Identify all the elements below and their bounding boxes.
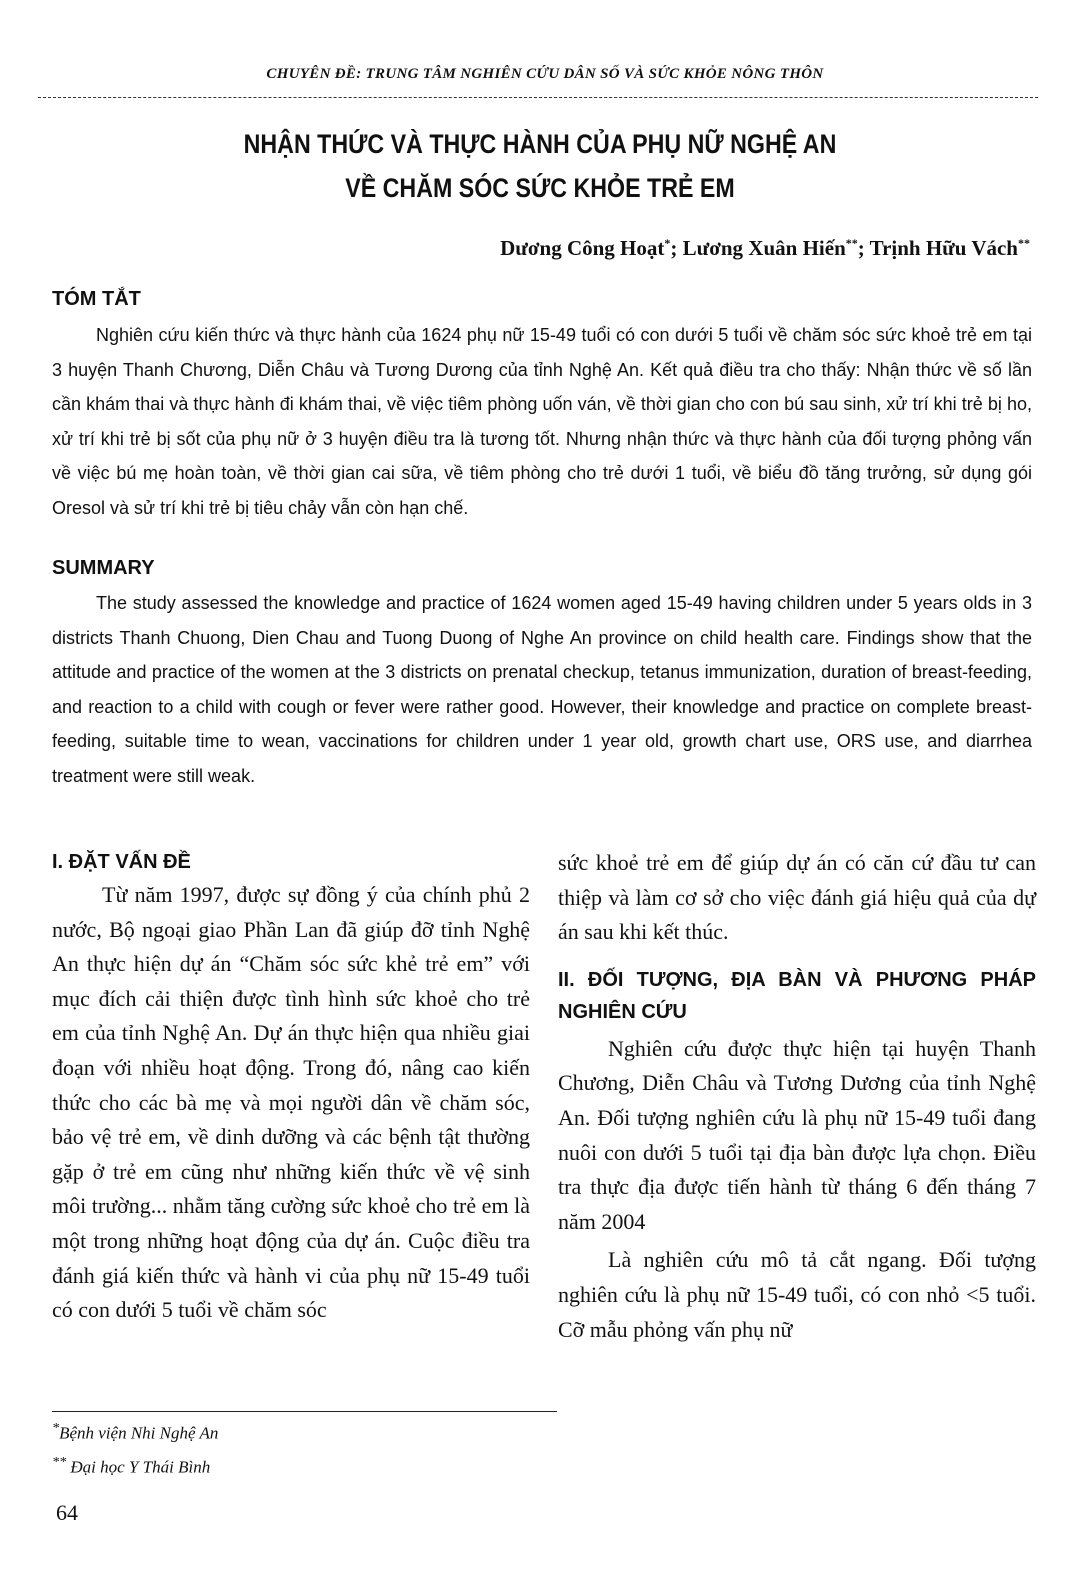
- article-title: [205, 122, 876, 210]
- abstract-vi-heading: TÓM TẮT: [52, 288, 141, 310]
- page-number: 64: [56, 1500, 78, 1525]
- section-1-paragraph: Từ năm 1997, được sự đồng ý của chính phủ 2 nước, Bộ ngoại giao Phần Lan đã giúp đỡ tỉnh Nghệ An thực hiện dự án “Chăm sóc sức khẻ trẻ em” với mục đích cải thiện được tình hình sức khoẻ cho trẻ em của tỉnh Nghệ An. Dự án thực hiện qua nhiều giai đoạn với nhiều hoạt động. Trong đó, nâng cao kiến thức cho các bà mẹ và mọi người dân về chăm sóc, bảo vệ trẻ em, về dinh dưỡng và các bệnh tật thường gặp ở trẻ em cũng như những kiến thức về vệ sinh môi trường... nhằm tăng cường sức khoẻ cho trẻ em là một trong những hoạt động của dự án. Cuộc điều tra đánh giá kiến thức và hành vi của phụ nữ 15-49 tuổi có con dưới 5 tuổi về chăm sóc: [52, 882, 530, 1323]
- author-name: Dương Công Hoạt: [500, 236, 665, 260]
- author-list: [500, 236, 1030, 261]
- footnotes: [52, 1414, 218, 1481]
- footnote-text: Bệnh viện Nhi Nghệ An: [59, 1423, 219, 1443]
- section-2-paragraph-1: Nghiên cứu được thực hiện tại huyện Thanh Chương, Diễn Châu và Tương Dương của tỉnh Nghệ An. Đối tượng nghiên cứu là phụ nữ 15-49 tuổi đang nuôi con dưới 5 tuổi tại địa bàn được lựa chọn. Điều tra thực địa được tiến hành từ tháng 6 đến tháng 7 năm 2004: [558, 1035, 1036, 1234]
- author-name: Trịnh Hữu Vách: [869, 236, 1018, 260]
- footnote-divider: [52, 1411, 557, 1412]
- section-2-heading: II. ĐỐI TƯỢNG, ĐỊA BÀN VÀ PHƯƠNG PHÁP NGHIÊN CỨU: [558, 968, 1036, 1023]
- author-affiliation-mark: **: [845, 236, 858, 250]
- section-1-heading: I. ĐẶT VẤN ĐỀ: [52, 851, 191, 873]
- footnote-mark: **: [52, 1453, 67, 1470]
- footnote: [52, 1448, 218, 1482]
- footnote: [52, 1414, 218, 1448]
- running-head: CHUYÊN ĐỀ: TRUNG TÂM NGHIÊN CỨU DÂN SỐ VÀ SỨC KHỎE NÔNG THÔN: [266, 66, 824, 82]
- footnote-text: Đại học Y Thái Bình: [66, 1457, 211, 1477]
- abstract-en-heading: SUMMARY: [52, 557, 155, 579]
- author-affiliation-mark: *: [664, 236, 671, 250]
- author-affiliation-mark: **: [1018, 236, 1030, 250]
- title-line-2: VỀ CHĂM SÓC SỨC KHỎE TRẺ EM: [345, 173, 735, 203]
- abstract-vi-text: Nghiên cứu kiến thức và thực hành của 1624 phụ nữ 15-49 tuổi có con dưới 5 tuổi về chăm sóc sức khoẻ trẻ em tại 3 huyện Thanh Chương, Diễn Châu và Tương Dương của tỉnh Nghệ An. Kết quả điều tra cho thấy: Nhận thức về số lần cần khám thai và thực hành đi khám thai, về việc tiêm phòng uốn ván, về thời gian cho con bú sau sinh, xử trí khi trẻ bị ho, xử trí khi trẻ bị sốt của phụ nữ ở 3 huyện điều tra là tương tốt. Nhưng nhận thức và thực hành của đối tượng phỏng vấn về việc bú mẹ hoàn toàn, về thời gian cai sữa, về tiêm phòng cho trẻ dưới 1 tuổi, về biểu đồ tăng trưởng, sử dụng gói Oresol và sử trí khi trẻ bị tiêu chảy vẫn còn hạn chế.: [52, 325, 1032, 518]
- title-line-1: NHẬN THỨC VÀ THỰC HÀNH CỦA PHỤ NỮ NGHỆ AN: [243, 129, 837, 159]
- right-column: [558, 846, 1036, 1347]
- left-column: [52, 846, 530, 1328]
- section-1-continuation: sức khoẻ trẻ em để giúp dự án có căn cứ đầu tư can thiệp và làm cơ sở cho việc đánh giá hiệu quả của dự án sau khi kết thúc.: [558, 850, 1036, 945]
- header-divider: [38, 97, 1038, 98]
- abstract-en-text: The study assessed the knowledge and practice of 1624 women aged 15-49 having children under 5 years olds in 3 districts Thanh Chuong, Dien Chau and Tuong Duong of Nghe An province on child health care. Findings show that the attitude and practice of the women at the 3 districts on prenatal checkup, tetanus immunization, duration of breast-feeding, and reaction to a child with cough or fever were rather good. However, their knowledge and practice on complete breast-feeding, suitable time to wean, vaccinations for children under 1 year old, growth chart use, ORS use, and diarrhea treatment were still weak.: [52, 593, 1032, 786]
- author-separator: ;: [857, 236, 870, 260]
- footnote-mark: *: [52, 1420, 60, 1436]
- author-separator: ;: [670, 236, 683, 260]
- author-name: Lương Xuân Hiến: [682, 236, 846, 260]
- section-2-paragraph-2: Là nghiên cứu mô tả cắt ngang. Đối tượng nghiên cứu là phụ nữ 15-49 tuổi, có con nhỏ <5 tuổi. Cỡ mẫu phỏng vấn phụ nữ: [558, 1247, 1036, 1342]
